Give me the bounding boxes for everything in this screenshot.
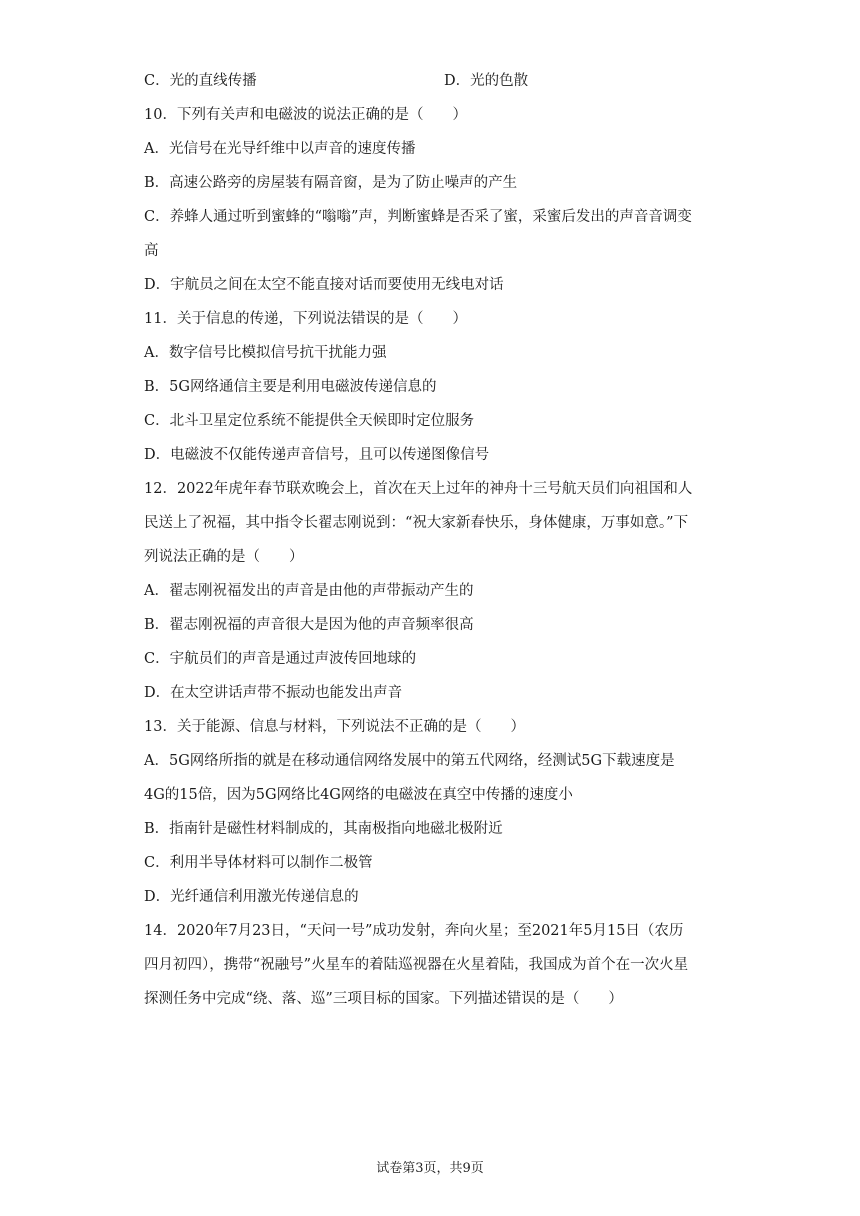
q13-option-c: C．利用半导体材料可以制作二极管 (144, 855, 373, 871)
q12-option-a: A．翟志刚祝福发出的声音是由他的声带振动产生的 (144, 583, 474, 599)
q14-stem-3: 探测任务中完成“绕、落、巡”三项目标的国家。下列描述错误的是（ ） (144, 991, 623, 1007)
q14-stem-1: 14．2020年7月23日，“天问一号”成功发射，奔向火星；至2021年5月15日（农历 (144, 923, 684, 939)
q11-option-d: D．电磁波不仅能传递声音信号，且可以传递图像信号 (144, 447, 490, 463)
q10-option-c-cont: 高 (144, 243, 159, 259)
q10-option-a: A．光信号在光导纤维中以声音的速度传播 (144, 141, 416, 157)
q10-stem: 10．下列有关声和电磁波的说法正确的是（ ） (144, 107, 467, 123)
q12-stem-1: 12．2022年虎年春节联欢晚会上，首次在天上过年的神舟十三号航天员们向祖国和人 (144, 481, 693, 497)
q13-option-d: D．光纤通信利用激光传递信息的 (144, 889, 359, 905)
q13-option-a-cont: 4G的15倍，因为5G网络比4G网络的电磁波在真空中传播的速度小 (144, 787, 573, 803)
q11-option-a: A．数字信号比模拟信号抗干扰能力强 (144, 345, 387, 361)
q13-stem: 13．关于能源、信息与材料，下列说法不正确的是（ ） (144, 719, 525, 735)
q13-option-b: B．指南针是磁性材料制成的，其南极指向地磁北极附近 (144, 821, 503, 837)
q12-option-d: D．在太空讲话声带不振动也能发出声音 (144, 685, 403, 701)
q12-stem-2: 民送上了祝福，其中指令长翟志刚说到：“祝大家新春快乐，身体健康，万事如意。”下 (144, 515, 689, 531)
q14-stem-2: 四月初四），携带“祝融号”火星车的着陆巡视器在火星着陆，我国成为首个在一次火星 (144, 957, 689, 973)
q11-option-c: C．北斗卫星定位系统不能提供全天候即时定位服务 (144, 413, 475, 429)
q9-option-c: C．光的直线传播 (144, 73, 257, 89)
q12-option-b: B．翟志刚祝福的声音很大是因为他的声音频率很高 (144, 617, 474, 633)
q12-option-c: C．宇航员们的声音是通过声波传回地球的 (144, 651, 417, 667)
q11-option-b: B．5G网络通信主要是利用电磁波传递信息的 (144, 379, 437, 395)
q10-option-b: B．高速公路旁的房屋装有隔音窗，是为了防止噪声的产生 (144, 175, 518, 191)
page-footer: 试卷第3页，共9页 (376, 1161, 484, 1176)
q11-stem: 11．关于信息的传递，下列说法错误的是（ ） (144, 311, 467, 327)
q10-option-d: D．宇航员之间在太空不能直接对话而要使用无线电对话 (144, 277, 504, 293)
q12-stem-3: 列说法正确的是（ ） (144, 549, 304, 565)
q13-option-a: A．5G网络所指的就是在移动通信网络发展中的第五代网络，经测试5G下载速度是 (144, 753, 675, 769)
q9-option-d: D．光的色散 (444, 73, 529, 89)
q10-option-c: C．养蜂人通过听到蜜蜂的“嗡嗡”声，判断蜜蜂是否采了蜜，采蜜后发出的声音音调变 (144, 209, 692, 225)
